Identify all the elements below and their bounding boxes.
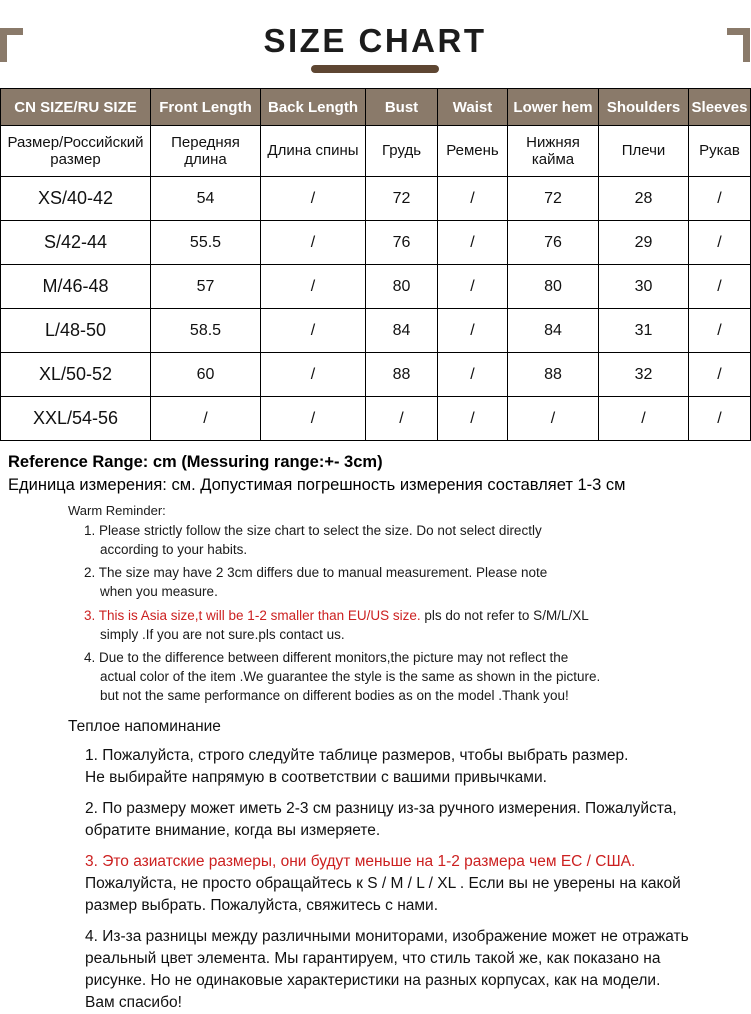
cell: 58.5 bbox=[151, 309, 261, 353]
cell: / bbox=[261, 177, 366, 221]
cell: / bbox=[508, 397, 599, 441]
col-header-ru-back: Длина спины bbox=[261, 126, 366, 177]
cell: / bbox=[261, 221, 366, 265]
col-header-front: Front Length bbox=[151, 89, 261, 126]
cell: / bbox=[689, 309, 751, 353]
size-label: XL/50-52 bbox=[1, 353, 151, 397]
cell: / bbox=[261, 265, 366, 309]
asia-size-warning-red: 3. This is Asia size,t will be 1-2 smaller than EU/US size. bbox=[84, 607, 421, 623]
reminder-line: 2. The size may have 2 3cm differs due to manual measurement. Please note bbox=[84, 565, 548, 581]
cell: 76 bbox=[366, 221, 438, 265]
col-header-ru-bust: Грудь bbox=[366, 126, 438, 177]
col-header-bust: Bust bbox=[366, 89, 438, 126]
page-title: SIZE CHART bbox=[263, 22, 487, 59]
reminder-item-en-1 bbox=[84, 521, 750, 559]
cell: / bbox=[689, 221, 751, 265]
reminder-line: размер выбрать. Пожалуйста, свяжитесь с нами. bbox=[85, 897, 439, 915]
reference-range-en: Reference Range: cm (Messuring range:+- 3cm) bbox=[8, 453, 383, 471]
cell: 30 bbox=[599, 265, 689, 309]
size-label: XS/40-42 bbox=[1, 177, 151, 221]
cell: 80 bbox=[508, 265, 599, 309]
col-header-ru-lowerhem: Нижняя кайма bbox=[508, 126, 599, 177]
col-header-size: CN SIZE/RU SIZE bbox=[1, 89, 151, 126]
reminder-line: 1. Пожалуйста, строго следуйте таблице размеров, чтобы выбрать размер. bbox=[85, 747, 629, 765]
cell: 28 bbox=[599, 177, 689, 221]
reminder-line: Вам спасибо! bbox=[85, 994, 182, 1012]
asia-size-warning-red-ru: 3. Это азиатские размеры, они будут меньше на 1-2 размера чем ЕС / США. bbox=[85, 853, 636, 871]
reminder-item-en-4 bbox=[84, 648, 750, 705]
reminder-line: 2. По размеру может иметь 2-3 см разницу из-за ручного измерения. Пожалуйста, bbox=[85, 800, 677, 818]
col-header-lowerhem: Lower hem bbox=[508, 89, 599, 126]
reminder-item-ru-1 bbox=[85, 745, 750, 789]
cell: 88 bbox=[366, 353, 438, 397]
reminder-line: реальный цвет элемента. Мы гарантируем, что стиль такой же, как показано на bbox=[85, 950, 661, 968]
corner-decoration-left-icon bbox=[0, 28, 23, 62]
col-header-ru-front: Передняя длина bbox=[151, 126, 261, 177]
cell: / bbox=[438, 265, 508, 309]
reminder-line: 4. Из-за разницы между различными мониторами, изображение может не отражать bbox=[85, 928, 689, 946]
reminder-line: Не выбирайте напрямую в соответствии с вашими привычками. bbox=[85, 769, 547, 787]
cell: 32 bbox=[599, 353, 689, 397]
cell: 84 bbox=[508, 309, 599, 353]
cell: / bbox=[438, 221, 508, 265]
col-header-ru-waist: Ремень bbox=[438, 126, 508, 177]
col-header-ru-shoulders: Плечи bbox=[599, 126, 689, 177]
warm-reminder-en-block bbox=[68, 503, 750, 705]
cell: / bbox=[366, 397, 438, 441]
cell: 76 bbox=[508, 221, 599, 265]
cell: / bbox=[689, 177, 751, 221]
reminder-line bbox=[84, 606, 750, 625]
cell: / bbox=[438, 397, 508, 441]
table-row bbox=[1, 353, 751, 397]
col-header-ru-sleeves: Рукав bbox=[689, 126, 751, 177]
size-label: XXL/54-56 bbox=[1, 397, 151, 441]
reminder-line: 4. Due to the difference between different monitors,the picture may not reflect the bbox=[84, 649, 569, 665]
size-label: L/48-50 bbox=[1, 309, 151, 353]
size-label: S/42-44 bbox=[1, 221, 151, 265]
reminder-line: actual color of the item .We guarantee the style is the same as shown in the picture. bbox=[100, 669, 601, 685]
corner-decoration-right-icon bbox=[727, 28, 750, 62]
reminder-line: but not the same performance on different bodies as on the model .Thank you! bbox=[100, 688, 569, 704]
col-header-sleeves: Sleeves bbox=[689, 89, 751, 126]
table-header-row-ru bbox=[1, 126, 751, 177]
cell: 55.5 bbox=[151, 221, 261, 265]
table-row bbox=[1, 177, 751, 221]
table-row bbox=[1, 397, 751, 441]
col-header-ru-size: Размер/Российский размер bbox=[1, 126, 151, 177]
reminder-line: рисунке. Но не одинаковые характеристики на разных корпусах, как на модели. bbox=[85, 972, 661, 990]
cell: / bbox=[689, 397, 751, 441]
cell: 57 bbox=[151, 265, 261, 309]
cell: / bbox=[689, 353, 751, 397]
warm-reminder-heading: Warm Reminder: bbox=[68, 503, 166, 518]
cell: / bbox=[261, 397, 366, 441]
cell: / bbox=[438, 309, 508, 353]
reminder-item-ru-3 bbox=[85, 851, 750, 917]
cell: / bbox=[599, 397, 689, 441]
col-header-waist: Waist bbox=[438, 89, 508, 126]
cell: 84 bbox=[366, 309, 438, 353]
reminder-item-en-3 bbox=[84, 606, 750, 644]
cell: 54 bbox=[151, 177, 261, 221]
reference-range-ru: Единица измерения: см. Допустимая погрешность измерения составляет 1-3 см bbox=[8, 476, 626, 494]
table-header-row-en bbox=[1, 89, 751, 126]
size-label: M/46-48 bbox=[1, 265, 151, 309]
reminder-line: according to your habits. bbox=[100, 542, 248, 558]
reminder-item-ru-4 bbox=[85, 926, 750, 1014]
cell: 72 bbox=[508, 177, 599, 221]
cell: 72 bbox=[366, 177, 438, 221]
cell: 29 bbox=[599, 221, 689, 265]
reminder-line: обратите внимание, когда вы измеряете. bbox=[85, 822, 381, 840]
reminder-line: 1. Please strictly follow the size chart to select the size. Do not select directly bbox=[84, 523, 542, 538]
cell: / bbox=[438, 353, 508, 397]
table-row bbox=[1, 221, 751, 265]
cell: 88 bbox=[508, 353, 599, 397]
cell: / bbox=[151, 397, 261, 441]
table-row bbox=[1, 265, 751, 309]
reminder-item-ru-2 bbox=[85, 798, 750, 842]
reminder-item-en-2 bbox=[84, 563, 750, 601]
cell: / bbox=[438, 177, 508, 221]
cell: / bbox=[261, 309, 366, 353]
table-row bbox=[1, 309, 751, 353]
reminder-line: Пожалуйста, не просто обращайтесь к S / M / L / XL . Если вы не уверены на какой bbox=[85, 875, 681, 893]
reminder-text: pls do not refer to S/M/L/XL bbox=[420, 607, 589, 623]
cell: 31 bbox=[599, 309, 689, 353]
cell: / bbox=[261, 353, 366, 397]
col-header-back: Back Length bbox=[261, 89, 366, 126]
reminder-line: when you measure. bbox=[100, 584, 218, 600]
cell: 60 bbox=[151, 353, 261, 397]
reminder-line: simply .If you are not sure.pls contact us. bbox=[100, 626, 345, 642]
warm-reminder-ru-heading: Теплое напоминание bbox=[68, 718, 221, 736]
cell: / bbox=[689, 265, 751, 309]
size-table bbox=[0, 88, 751, 441]
title-underline bbox=[311, 65, 439, 73]
cell: 80 bbox=[366, 265, 438, 309]
col-header-shoulders: Shoulders bbox=[599, 89, 689, 126]
